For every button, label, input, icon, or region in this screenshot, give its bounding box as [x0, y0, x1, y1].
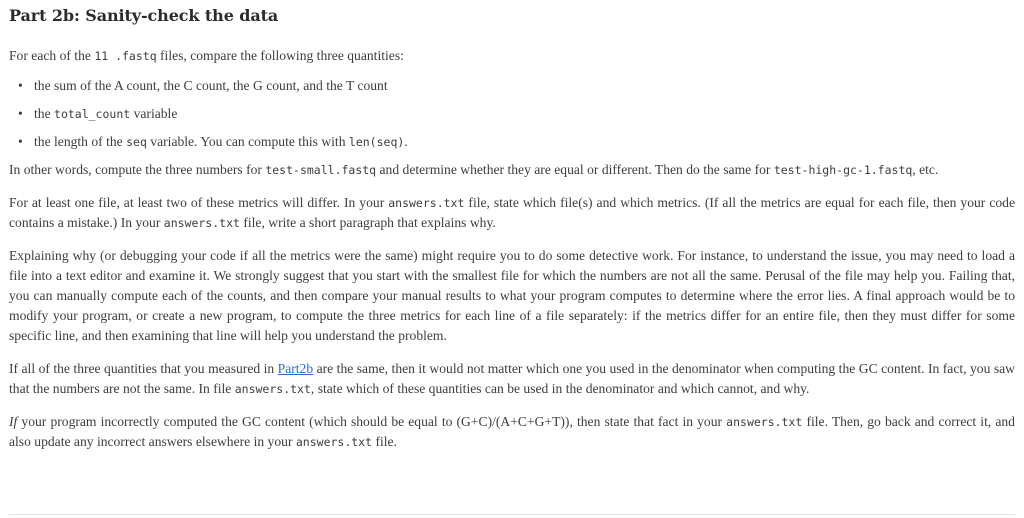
text: and determine whether they are equal or different. Then do the same for	[376, 162, 774, 177]
list-item	[18, 132, 1015, 152]
inline-code: answers.txt	[163, 216, 240, 230]
inline-code: answers.txt	[295, 435, 373, 449]
inline-code: seq	[126, 135, 147, 149]
detective-work-paragraph: Explaining why (or debugging your code if all the metrics were the same) might require you to do some detective work. For instance, to understand the issue, you may need to load a file into a text editor and examine it. We strongly suggest that you start with the smallest file for which the numbers are not all the same. Perusal of the file may help you. Failing that, you can manually compute each of the counts, and then compare your manual results to what your program computes to determine where the error lies. A final approach would be to modify your program, or create a new program, to compute the three metrics for each line of a file separately: if the metrics differ for an entire file, then they must differ for some specific line, and then examining that line will help you understand the problem.	[9, 248, 1015, 343]
text: variable. You can compute this with	[146, 134, 349, 149]
inline-code: 11 .fastq	[94, 49, 157, 63]
bullet-icon: •	[18, 106, 23, 121]
section-divider	[9, 514, 1015, 515]
text: , state which of these quantities can be used in the denominator and which cannot, and why.	[310, 381, 810, 396]
inline-code: answers.txt	[726, 415, 803, 429]
emphasis: If	[9, 414, 18, 429]
text: the	[34, 106, 55, 121]
text: .	[404, 134, 408, 149]
list-item	[18, 76, 1015, 96]
denominator-paragraph	[9, 359, 1015, 399]
bullet-icon: •	[18, 78, 23, 93]
text: files, compare the following three quantities:	[156, 48, 404, 63]
part2b-link[interactable]: Part2b	[277, 361, 314, 376]
text: file. Then, go back and correct it, and also update any incorrect answers elsewhere in your	[9, 414, 1015, 449]
text: file.	[372, 434, 397, 449]
text: the sum of the A count, the C count, the G count, and the T count	[34, 78, 388, 93]
text: are the same, then it would not matter which one you used in the denominator when computing the GC content. In fact, you saw that the numbers are not the same. In file	[9, 361, 1015, 396]
text: file, write a short paragraph that explains why.	[239, 215, 496, 230]
inline-code: answers.txt	[234, 382, 311, 396]
inline-code: len(seq)	[348, 135, 405, 149]
text: In other words, compute the three numbers for	[9, 162, 266, 177]
text: file, state which file(s) and which metrics. (If all the metrics are equal for each file, then your code contains a mistake.) In your	[9, 195, 1015, 230]
section-title: Part 2b: Sanity-check the data	[9, 6, 279, 25]
text: your program incorrectly computed the GC content (which should be equal to (G+C)/(A+C+G+T)), then state that fact in your	[17, 414, 727, 429]
inline-code: test-small.fastq	[265, 163, 377, 177]
text: For at least one file, at least two of these metrics will differ. In your	[9, 195, 389, 210]
quantities-list	[9, 76, 1015, 152]
intro-paragraph	[9, 46, 1015, 66]
list-item	[18, 104, 1015, 124]
text: If all of the three quantities that you measured in	[9, 361, 278, 376]
inline-code: total_count	[54, 107, 131, 121]
gc-content-paragraph	[9, 412, 1015, 452]
text: , etc.	[912, 162, 939, 177]
bullet-icon: •	[18, 134, 23, 149]
inline-code: test-high-gc-1.fastq	[773, 163, 913, 177]
text: the length of the	[34, 134, 127, 149]
text: variable	[130, 106, 178, 121]
text: For each of the	[9, 48, 95, 63]
compare-paragraph	[9, 160, 1015, 180]
metrics-differ-paragraph	[9, 193, 1015, 233]
inline-code: answers.txt	[388, 196, 465, 210]
